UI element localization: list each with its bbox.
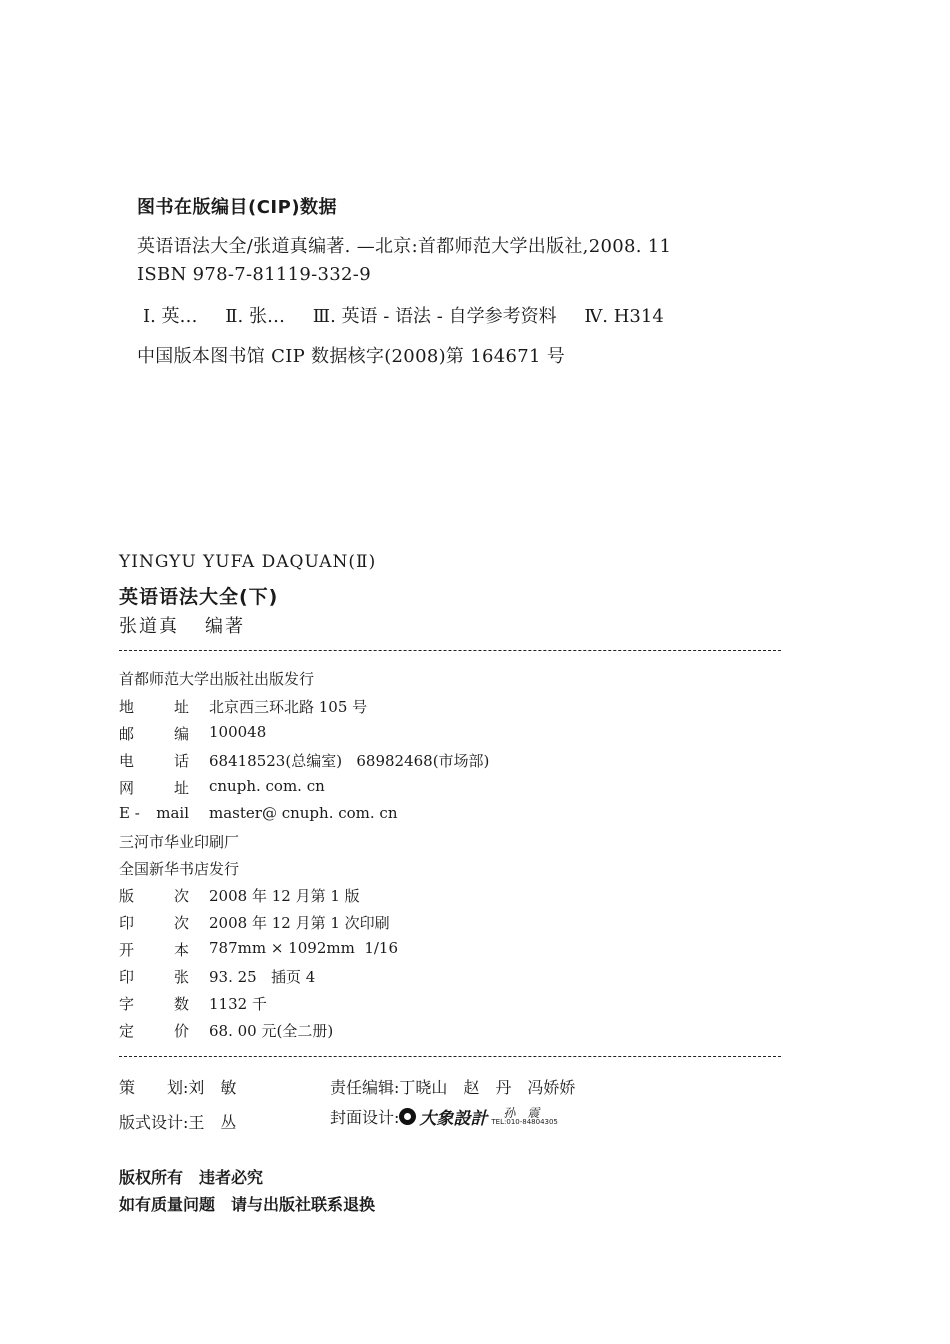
value: 北京西三环北路 105 号 xyxy=(209,698,368,716)
cip-heading: 图书在版编目(CIP)数据 xyxy=(137,197,338,218)
editor-label: 责任编辑: xyxy=(330,1078,400,1097)
planner-name: 刘 敏 xyxy=(188,1078,237,1097)
publisher-postcode xyxy=(119,723,266,744)
copyright-notice: 版权所有 违者必究 xyxy=(119,1168,264,1187)
return-notice: 如有质量问题 请与出版社联系退换 xyxy=(119,1195,376,1214)
spec-edition xyxy=(119,885,360,906)
studio-logo-text: 大象設計 xyxy=(419,1109,488,1129)
cip-record-number: 中国版本图书馆 CIP 数据核字(2008)第 164671 号 xyxy=(137,346,566,367)
label: 印 xyxy=(119,914,135,932)
publisher-phone xyxy=(119,750,489,771)
value: 2008 年 12 月第 1 版 xyxy=(209,887,360,905)
credit-cover xyxy=(330,1104,558,1129)
divider-bottom xyxy=(119,1056,781,1057)
value: 1132 千 xyxy=(209,995,267,1013)
spec-word-count xyxy=(119,993,267,1014)
book-title: 英语语法大全(下) xyxy=(119,586,279,608)
value: cnuph. com. cn xyxy=(209,777,325,795)
publisher-line: 首都师范大学出版社出版发行 xyxy=(119,670,315,688)
value: 787mm × 1092mm 1/16 xyxy=(209,939,399,957)
distributor: 全国新华书店发行 xyxy=(119,860,240,878)
label: 开 xyxy=(119,941,135,959)
label: 印 xyxy=(119,968,135,986)
label: 址 xyxy=(173,698,189,716)
label: 话 xyxy=(173,752,189,770)
label: 网 xyxy=(119,779,135,797)
value: 68418523(总编室) 68982468(市场部) xyxy=(209,752,490,770)
spec-format xyxy=(119,939,398,960)
spec-printing xyxy=(119,912,390,933)
author-role: 编著 xyxy=(205,616,245,637)
book-pinyin-title: YINGYU YUFA DAQUAN(Ⅱ) xyxy=(119,552,377,572)
class-2: Ⅱ. 张… xyxy=(225,306,285,327)
credit-planner xyxy=(119,1075,236,1098)
label: 张 xyxy=(173,968,189,986)
value: 93. 25 插页 4 xyxy=(209,968,316,986)
value: 2008 年 12 月第 1 次印刷 xyxy=(209,914,390,932)
printer: 三河市华业印刷厂 xyxy=(119,833,240,851)
label: 数 xyxy=(173,995,189,1013)
editor-names: 丁晓山 赵 丹 冯娇娇 xyxy=(399,1078,576,1097)
cover-label: 封面设计: xyxy=(330,1108,400,1127)
publisher-website xyxy=(119,777,325,798)
author-name: 张道真 xyxy=(119,616,179,637)
label: 价 xyxy=(173,1022,189,1040)
studio-logo-icon xyxy=(399,1108,416,1125)
studio-logo xyxy=(399,1104,487,1129)
label: mail xyxy=(156,804,189,822)
designer-name: 孙 震 xyxy=(503,1106,540,1120)
label: 编 xyxy=(173,725,189,743)
label: 本 xyxy=(173,941,189,959)
class-4: Ⅳ. H314 xyxy=(584,306,664,327)
publisher-email xyxy=(119,804,397,822)
cip-citation: 英语语法大全/张道真编著. —北京:首都师范大学出版社,2008. 11 xyxy=(137,236,672,257)
credit-layout xyxy=(119,1110,236,1133)
spec-sheets xyxy=(119,966,315,987)
label: 次 xyxy=(173,887,189,905)
label: 字 xyxy=(119,995,135,1013)
credit-editors xyxy=(330,1075,575,1098)
label: 地 xyxy=(119,698,135,716)
label: 版 xyxy=(119,887,135,905)
label: 定 xyxy=(119,1022,135,1040)
designer-tel: TEL:010-84804305 xyxy=(491,1118,558,1126)
value: master@ cnuph. com. cn xyxy=(209,804,398,822)
planner-label: 策 划: xyxy=(119,1078,189,1097)
label: E - xyxy=(119,804,140,822)
label: 址 xyxy=(173,779,189,797)
label: 电 xyxy=(119,752,135,770)
layout-label: 版式设计: xyxy=(119,1113,189,1132)
label: 邮 xyxy=(119,725,135,743)
author-line xyxy=(119,612,245,638)
spec-price xyxy=(119,1020,333,1041)
publisher-address xyxy=(119,696,367,717)
value: 68. 00 元(全二册) xyxy=(209,1022,334,1040)
divider-top xyxy=(119,650,781,651)
designer-block xyxy=(491,1107,557,1126)
value: 100048 xyxy=(209,723,267,741)
class-3: Ⅲ. 英语 - 语法 - 自学参考资料 xyxy=(312,306,557,327)
cip-classification xyxy=(143,302,686,328)
layout-name: 王 丛 xyxy=(188,1113,237,1132)
cip-isbn: ISBN 978-7-81119-332-9 xyxy=(137,264,371,285)
class-1: Ⅰ. 英… xyxy=(143,306,198,327)
label: 次 xyxy=(173,914,189,932)
